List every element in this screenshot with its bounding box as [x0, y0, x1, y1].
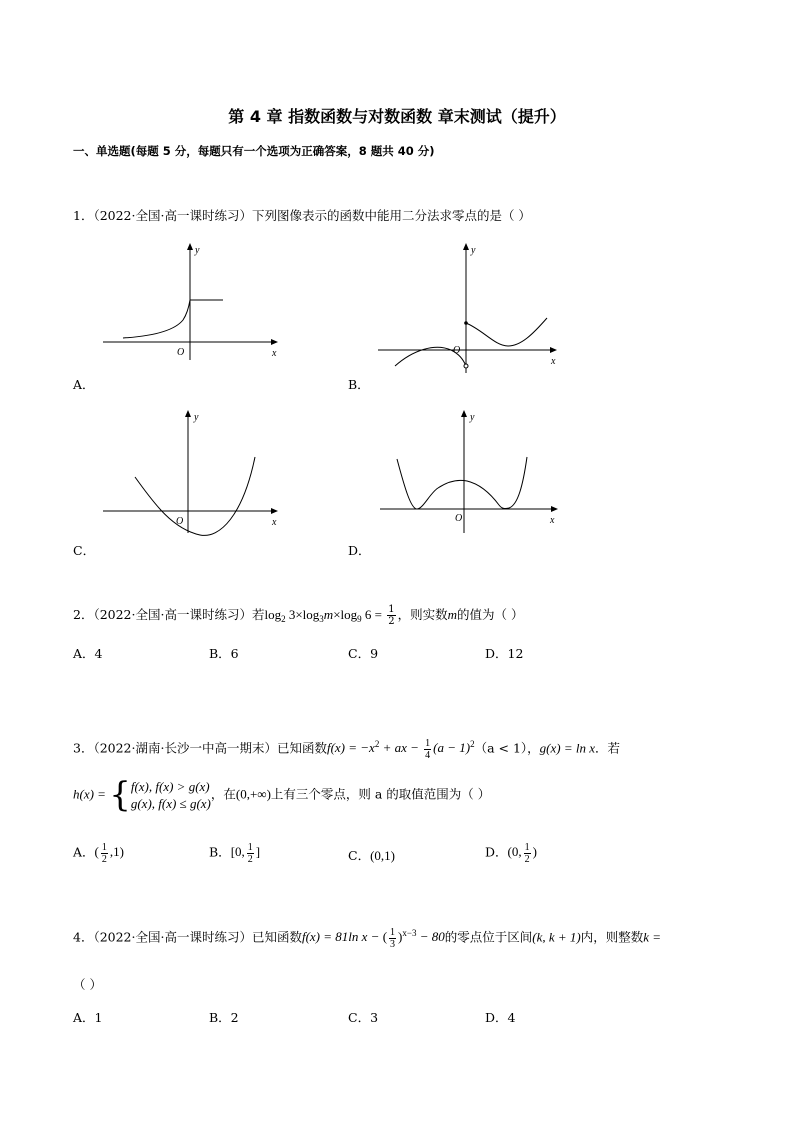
origin-label: O — [455, 513, 463, 524]
y-label: y — [194, 412, 199, 423]
x-label: x — [551, 356, 556, 367]
option-2d: D．12 — [485, 646, 524, 661]
question-4-paren: （ ） — [73, 977, 102, 992]
y-label: y — [195, 245, 200, 256]
option-3b: B．[0, $\frac{1}{2}$ ] — [209, 842, 261, 865]
x-label: x — [550, 515, 555, 526]
option-2b: B．6 — [209, 646, 239, 661]
graph-a — [95, 238, 295, 363]
y-label: y — [470, 412, 475, 423]
curve — [123, 300, 190, 338]
question-4-line1: 4．（2022·全国·高一课时练习）已知函数f(x) = 81ln x − ( $\frac{1}{3}$ )$^{x-3}$ − 80的零点位于区间(k, k + 1)内，则整数k = — [73, 927, 662, 950]
origin-label: O — [176, 516, 184, 527]
option-2c: C．9 — [348, 646, 379, 661]
option-1b: B． — [348, 377, 370, 392]
parabola — [135, 457, 255, 535]
option-3a: A．( $\frac{1}{2}$ ,1) — [73, 842, 124, 865]
option-1c: C． — [73, 543, 96, 558]
question-3-line2: h(x) = {f(x), f(x) > g(x) g(x), f(x) ≤ g(x)，在(0,+∞)上有三个零点，则 a 的取值范围为（ ） — [73, 775, 491, 815]
open-dot — [464, 364, 468, 368]
graph-d — [375, 405, 575, 540]
option-1a: A． — [73, 377, 95, 392]
origin-label: O — [177, 347, 185, 358]
page-title: 第 4 章 指数函数与对数函数 章末测试（提升） — [228, 107, 566, 126]
closed-dot — [464, 321, 468, 325]
question-3-line1: 3．（2022·湖南·长沙一中高一期末）已知函数$f(x) = -x^2$ + ax − $\frac{1}{4}$ $(a - 1)^2(a < 1)$，g(x) = ln x．若 — [73, 738, 621, 761]
option-4c: C．3 — [348, 1010, 379, 1025]
option-2a: A．4 — [73, 646, 103, 661]
graph-b — [373, 238, 573, 378]
option-4a: A．1 — [73, 1010, 103, 1025]
option-1d: D． — [348, 543, 371, 558]
option-3c: C．(0,1) — [348, 848, 395, 863]
y-label: y — [471, 245, 476, 256]
question-2-text: 2．（2022·全国·高一课时练习）若$\log_2 3\times\log_3m\times\log_9$ 6 = $\frac{1}{2}$ ，则实数m的值为（ ） — [73, 604, 524, 627]
section-heading: 一、单选题(每题 5 分，每题只有一个选项为正确答案，8 题共 40 分) — [73, 144, 435, 158]
origin-label: O — [453, 345, 461, 356]
question-1-text: 1．（2022·全国·高一课时练习）下列图像表示的函数中能用二分法求零点的是（ ） — [73, 208, 531, 223]
option-4d: D．4 — [485, 1010, 516, 1025]
graph-c — [95, 405, 295, 540]
x-label: x — [272, 348, 277, 359]
curve-right — [466, 318, 547, 346]
option-4b: B．2 — [209, 1010, 239, 1025]
option-3d: D．(0, $\frac{1}{2}$ ) — [485, 842, 537, 865]
x-label: x — [272, 517, 277, 528]
curve — [397, 457, 527, 509]
